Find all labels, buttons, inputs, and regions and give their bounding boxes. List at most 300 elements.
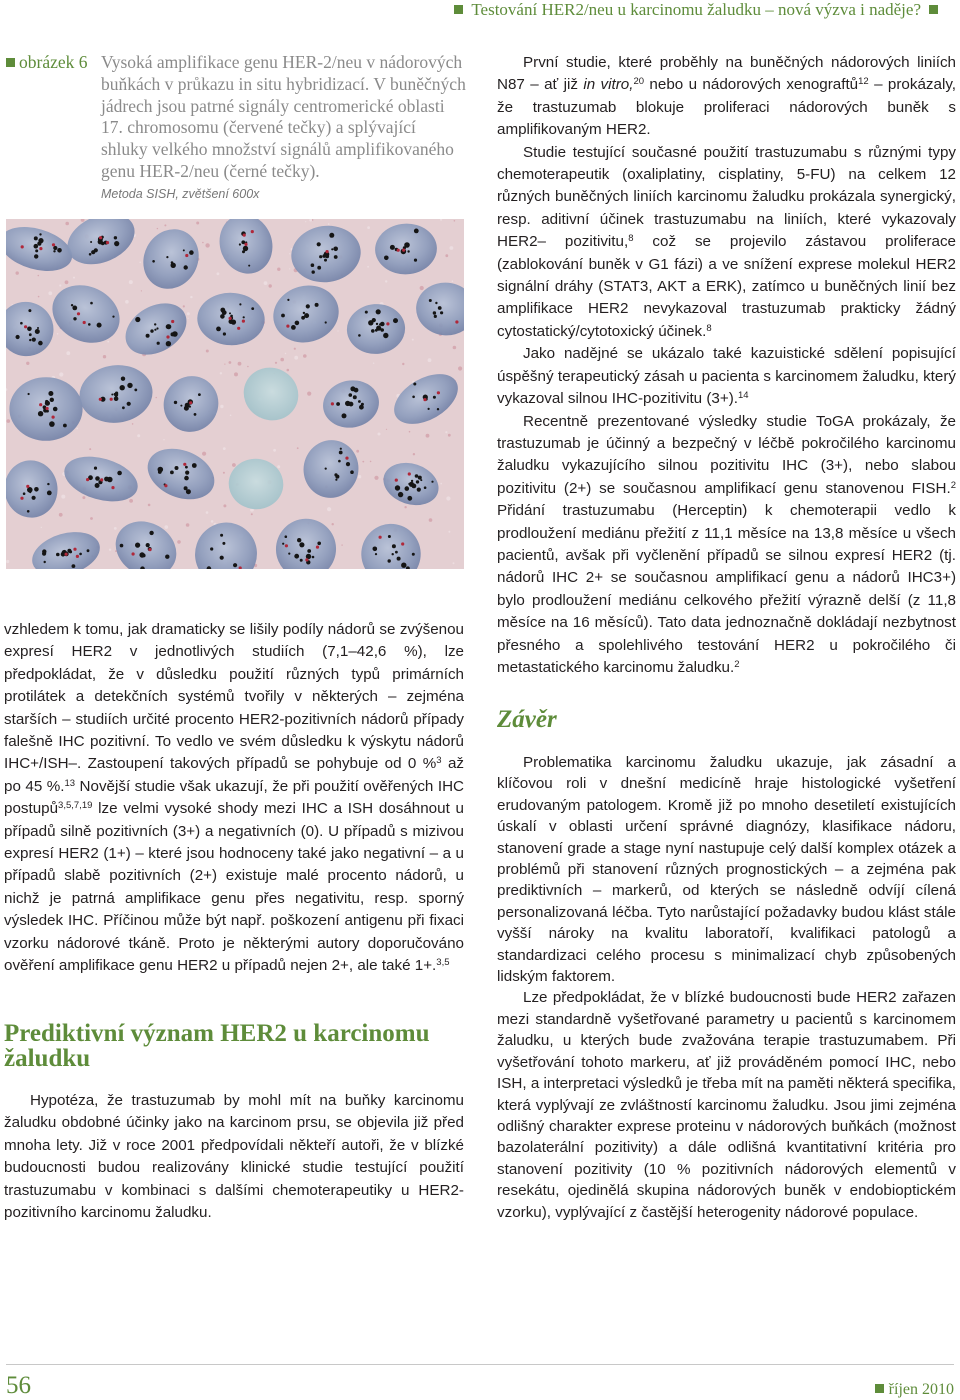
her2-signal-dot bbox=[358, 334, 361, 337]
her2-signal-dot bbox=[384, 256, 389, 261]
tissue-speck bbox=[109, 549, 111, 551]
her2-signal-dot bbox=[94, 467, 97, 470]
her2-signal-dot bbox=[287, 299, 289, 301]
her2-signal-dot bbox=[28, 309, 31, 312]
centromere-signal-dot bbox=[99, 236, 102, 239]
tissue-speck bbox=[337, 330, 338, 331]
her2-signal-dot bbox=[165, 555, 169, 559]
her2-signal-dot bbox=[223, 332, 226, 335]
her2-signal-dot bbox=[180, 405, 182, 407]
her2-signal-dot bbox=[416, 480, 419, 483]
centromere-signal-dot bbox=[408, 472, 411, 475]
her2-signal-dot bbox=[407, 496, 412, 501]
tissue-speck bbox=[303, 354, 307, 358]
tissue-speck bbox=[332, 523, 334, 525]
tissue-speck bbox=[82, 496, 85, 499]
her2-signal-dot bbox=[156, 327, 158, 329]
tissue-speck bbox=[448, 531, 450, 533]
her2-signal-dot bbox=[393, 318, 398, 323]
her2-signal-dot bbox=[48, 391, 53, 396]
tissue-speck bbox=[217, 272, 220, 275]
centromere-signal-dot bbox=[285, 544, 288, 547]
centromere-signal-dot bbox=[189, 401, 192, 404]
tissue-speck bbox=[229, 361, 232, 364]
tissue-speck bbox=[139, 262, 141, 264]
tissue-speck bbox=[446, 496, 450, 500]
tissue-speck bbox=[247, 366, 249, 368]
tissue-speck bbox=[386, 429, 387, 430]
her2-signal-dot bbox=[405, 486, 410, 491]
her2-signal-dot bbox=[114, 236, 117, 239]
her2-signal-dot bbox=[412, 396, 415, 399]
her2-signal-dot bbox=[383, 333, 388, 338]
tissue-speck bbox=[294, 348, 296, 350]
tissue-speck bbox=[59, 372, 63, 376]
her2-signal-dot bbox=[334, 255, 338, 259]
centromere-signal-dot bbox=[286, 325, 289, 328]
tissue-speck bbox=[230, 415, 232, 417]
her2-signal-dot bbox=[311, 263, 315, 267]
her2-signal-dot bbox=[299, 542, 304, 547]
centromere-signal-dot bbox=[305, 558, 308, 561]
her2-signal-dot bbox=[376, 309, 381, 314]
her2-signal-dot bbox=[135, 317, 140, 322]
tissue-speck bbox=[458, 366, 462, 370]
tissue-speck bbox=[289, 253, 290, 254]
tissue-speck bbox=[385, 280, 387, 282]
tissue-speck bbox=[251, 513, 253, 515]
tissue-speck bbox=[90, 517, 93, 520]
tissue-speck bbox=[38, 275, 40, 277]
her2-signal-dot bbox=[185, 466, 188, 469]
her2-signal-dot bbox=[32, 496, 36, 500]
her2-signal-dot bbox=[97, 323, 102, 328]
tissue-speck bbox=[141, 290, 142, 291]
her2-signal-dot bbox=[29, 491, 31, 493]
her2-signal-dot bbox=[222, 542, 225, 545]
her2-signal-dot bbox=[358, 400, 361, 403]
her2-signal-dot bbox=[324, 259, 327, 262]
running-header-title: Testování HER2/neu u karcinomu žaludku – nová výzva i naděje? bbox=[471, 0, 921, 19]
her2-signal-dot bbox=[189, 250, 194, 255]
right-paragraph-6: Lze předpokládat, že v blízké budoucnosti bude HER2 zařazen mezi standardně vyšetřované parametry u pacientů s karcinomem žaludku, u kterých bude zvažována terapie trastuzumabem. Při vyšetřování tohoto markeru, ať již prováděném pomocí IHC, nebo ISH, a interpretaci výsledků je třeba mít na paměti některá specifika, která vyplývají ze zvláštností karcinomu žaludku. Jsou jimi zejména odlišný charakter exprese proteinu v nádorových buňkách (možnost bazolaterální pozitivity) a dále odlišná kvantitativní kritéria pro stanovení pozitivity (10 % pozitivních nádorových elementů v resekátu, ojedinělá skupina nádorových buněk v endobioptickém vzorku), vyplývající z častější heterogenity nádorové populace. bbox=[497, 989, 956, 1221]
centromere-signal-dot bbox=[39, 247, 42, 250]
her2-signal-dot bbox=[146, 543, 150, 547]
her2-signal-dot bbox=[390, 245, 395, 250]
her2-signal-dot bbox=[120, 385, 125, 390]
her2-signal-dot bbox=[20, 322, 23, 325]
her2-signal-dot bbox=[56, 553, 60, 557]
tissue-speck bbox=[188, 318, 189, 319]
tissue-speck bbox=[26, 362, 29, 365]
her2-signal-dot bbox=[192, 463, 197, 468]
her2-signal-dot bbox=[424, 486, 427, 489]
her2-signal-dot bbox=[433, 396, 436, 399]
her2-signal-dot bbox=[171, 263, 176, 268]
centromere-signal-dot bbox=[83, 321, 86, 324]
tissue-speck bbox=[445, 431, 447, 433]
her2-signal-dot bbox=[175, 466, 179, 470]
her2-signal-dot bbox=[94, 248, 98, 252]
her2-signal-dot bbox=[408, 483, 410, 485]
her2-signal-dot bbox=[28, 393, 30, 395]
tissue-speck bbox=[413, 453, 415, 455]
tissue-speck bbox=[404, 506, 406, 508]
tissue-speck bbox=[305, 221, 306, 222]
page-number: 56 bbox=[6, 1372, 31, 1399]
her2-signal-dot bbox=[350, 470, 354, 474]
her2-signal-dot bbox=[114, 241, 119, 246]
her2-signal-dot bbox=[154, 329, 156, 331]
centromere-signal-dot bbox=[243, 234, 246, 237]
tissue-speck bbox=[370, 461, 372, 463]
tissue-speck bbox=[202, 242, 204, 244]
tissue-speck bbox=[16, 271, 19, 274]
tissue-speck bbox=[38, 296, 40, 298]
tissue-speck bbox=[137, 434, 140, 437]
tissue-speck bbox=[440, 483, 442, 485]
her2-signal-dot bbox=[229, 319, 234, 324]
centromere-signal-dot bbox=[73, 548, 76, 551]
her2-signal-dot bbox=[375, 329, 378, 332]
her2-signal-dot bbox=[281, 314, 285, 318]
her2-signal-dot bbox=[23, 492, 26, 495]
centromere-signal-dot bbox=[99, 398, 102, 401]
tissue-speck bbox=[61, 495, 65, 499]
her2-signal-dot bbox=[27, 327, 32, 332]
tissue-speck bbox=[428, 358, 432, 362]
tissue-speck bbox=[367, 226, 370, 229]
tissue-speck bbox=[206, 350, 209, 353]
her2-signal-dot bbox=[53, 246, 57, 250]
her2-signal-dot bbox=[63, 424, 67, 428]
her2-signal-dot bbox=[437, 408, 439, 410]
her2-signal-dot bbox=[435, 302, 437, 304]
her2-signal-dot bbox=[401, 563, 406, 568]
her2-signal-dot bbox=[404, 242, 410, 248]
heading-zaver: Závěr bbox=[497, 706, 557, 733]
tissue-speck bbox=[356, 450, 359, 453]
her2-signal-dot bbox=[297, 538, 301, 542]
centromere-signal-dot bbox=[386, 322, 389, 325]
her2-signal-dot bbox=[242, 250, 245, 253]
her2-signal-dot bbox=[395, 485, 400, 490]
tissue-speck bbox=[277, 268, 280, 271]
tissue-speck bbox=[206, 511, 209, 514]
her2-signal-dot bbox=[174, 401, 177, 404]
her2-signal-dot bbox=[376, 323, 378, 325]
tissue-speck bbox=[454, 220, 456, 222]
her2-signal-dot bbox=[380, 322, 385, 327]
her2-signal-dot bbox=[34, 487, 39, 492]
her2-signal-dot bbox=[47, 483, 49, 485]
her2-signal-dot bbox=[303, 312, 305, 314]
tissue-speck bbox=[177, 540, 181, 544]
her2-signal-dot bbox=[29, 333, 32, 336]
her2-signal-dot bbox=[428, 408, 430, 410]
her2-signal-dot bbox=[184, 265, 188, 269]
centromere-signal-dot bbox=[166, 335, 169, 338]
tissue-speck bbox=[66, 351, 70, 355]
tissue-speck bbox=[211, 520, 214, 523]
centromere-signal-dot bbox=[402, 249, 405, 252]
centromere-signal-dot bbox=[65, 553, 68, 556]
tissue-speck bbox=[285, 353, 286, 354]
tissue-speck bbox=[165, 525, 169, 529]
her2-signal-dot bbox=[149, 531, 153, 535]
her2-signal-dot bbox=[288, 553, 290, 555]
her2-signal-dot bbox=[291, 325, 296, 330]
her2-signal-dot bbox=[185, 471, 189, 475]
centromere-signal-dot bbox=[52, 416, 55, 419]
tissue-speck bbox=[129, 499, 133, 503]
tissue-speck bbox=[129, 280, 133, 284]
her2-signal-dot bbox=[210, 547, 213, 550]
tissue-speck bbox=[445, 254, 448, 257]
tissue-speck bbox=[327, 507, 331, 511]
tissue-speck bbox=[277, 465, 280, 468]
her2-signal-dot bbox=[47, 491, 52, 496]
running-header bbox=[446, 0, 946, 20]
her2-signal-dot bbox=[45, 401, 50, 406]
her2-signal-dot bbox=[150, 329, 153, 332]
her2-signal-dot bbox=[88, 323, 91, 326]
tissue-speck bbox=[429, 518, 433, 522]
her2-signal-dot bbox=[398, 492, 403, 497]
centromere-signal-dot bbox=[401, 542, 404, 545]
centromere-signal-dot bbox=[20, 497, 23, 500]
tissue-speck bbox=[6, 560, 9, 563]
tissue-speck bbox=[205, 243, 209, 247]
her2-signal-dot bbox=[315, 303, 319, 307]
figure-method: Metoda SISH, zvětšení 600x bbox=[101, 186, 260, 201]
tissue-speck bbox=[453, 346, 457, 350]
her2-signal-dot bbox=[117, 471, 122, 476]
centromere-signal-dot bbox=[164, 484, 167, 487]
her2-signal-dot bbox=[412, 484, 417, 489]
left-paragraph-1: vzhledem k tomu, jak dramaticky se lišily podíly nádorů se zvýšenou expresí HER2 v jednotlivých studiích (7,1–42,6 %), lze předpokládat, že v důsledku použití různých typů primárních protilátek a detekčních systémů tvořily v některých – zejména starších – studiích určité procento HER2-pozitivních nádorů případy falešně IHC pozitivní. To vedlo ve svém důsledku k výskytu nádorů IHC+/ISH–. Zastoupení takových případů se pohybuje od 0 %$^3$ až po 45 %.$^{13}$ Novější studie však ukazují, že při použití ověřených IHC postupů$^{3,5,7,19}$ lze velmi vysoké shody mezi IHC a ISH dosáhnout u případů silně pozitivních (3+) a negativních (0). U případů s mizivou expresí HER2 (1+) – které jsou hodnoceny také jako negativní – a u případů slabě pozitivních (2+) existuje malé procento nádorů, u nichž je patrná amplifikace genu přes negativitu, resp. sporný výsledek IHC. Příčinou může být např. poškození antigenu při fixaci vzorku nádorové tkáně. Proto je některými autory doporučováno ověření amplifikace genu HER2 u případů nejen 2+, ale také 1+.$^{3,5}$ bbox=[4, 621, 465, 975]
centromere-signal-dot bbox=[316, 546, 319, 549]
her2-signal-dot bbox=[414, 259, 417, 262]
her2-signal-dot bbox=[349, 393, 353, 397]
her2-signal-dot bbox=[142, 554, 146, 558]
centromere-signal-dot bbox=[397, 249, 400, 252]
centromere-signal-dot bbox=[76, 555, 79, 558]
her2-signal-dot bbox=[395, 551, 398, 554]
her2-signal-dot bbox=[295, 321, 300, 326]
her2-signal-dot bbox=[134, 389, 137, 392]
micrograph-image bbox=[6, 219, 464, 569]
centromere-signal-dot bbox=[455, 320, 458, 323]
her2-signal-dot bbox=[166, 256, 168, 258]
tissue-speck bbox=[114, 527, 117, 530]
tissue-speck bbox=[65, 222, 69, 226]
tissue-speck bbox=[163, 439, 164, 440]
tissue-speck bbox=[89, 448, 91, 450]
centromere-signal-dot bbox=[171, 320, 174, 323]
tissue-speck bbox=[409, 431, 411, 433]
her2-signal-dot bbox=[29, 339, 31, 341]
centromere-signal-dot bbox=[183, 463, 186, 466]
right-paragraph-4: Recentně prezentované výsledky studie ToGA prokázaly, že trastuzumab je účinný a bezpečný v léčbě pokročilého karcinomu žaludku vykazujícího silnou pozitivitu IHC (3+), nebo slabou pozitivitu (2+) se současnou amplifikací genu stanovenou FISH.$^2$ Přidání trastuzumabu (Herceptin) k chemoterapii vedlo k prodloužení mediánu přežití z 11,1 měsíce na 13,8 měsíce u všech pacientů, avšak při vyčlenění případů se silnou expresí HER2 (tj. nádorů IHC 2+ se současnou amplifikací genu a nádorů IHC3+) bylo prodloužení mediánu celkového přežití výrazně delší (z 11,8 měsíce na 16 měsíců). Tato data jednoznačně dokládají nezbytnost přesného a spolehlivého testování HER2 u pokročilého či metastatického karcinomu žaludku.$^2$ bbox=[497, 412, 956, 676]
tissue-speck bbox=[362, 461, 364, 463]
tissue-speck bbox=[232, 463, 236, 467]
her2-signal-dot bbox=[170, 471, 174, 475]
her2-signal-dot bbox=[135, 543, 140, 548]
her2-signal-dot bbox=[251, 307, 254, 310]
right-column-lower bbox=[497, 752, 956, 1223]
her2-signal-dot bbox=[415, 474, 419, 478]
figure-caption-text: Vysoká amplifikace genu HER-2/neu v nádorových buňkách v průkazu in situ hybridizací. V buněčných jádrech jsou patrné signály centromerické oblasti 17. chromosomu (červené tečky) a splývající shluky velkého množství signálů amplifikovaného genu HER-2/neu (černé tečky). bbox=[101, 52, 466, 181]
her2-signal-dot bbox=[146, 334, 150, 338]
tissue-speck bbox=[287, 369, 290, 372]
her2-signal-dot bbox=[300, 559, 303, 562]
her2-signal-dot bbox=[95, 483, 100, 488]
tissue-speck bbox=[238, 362, 242, 366]
her2-signal-dot bbox=[340, 448, 342, 450]
her2-signal-dot bbox=[417, 488, 421, 492]
her2-signal-dot bbox=[37, 327, 39, 329]
her2-signal-dot bbox=[127, 402, 131, 406]
her2-signal-dot bbox=[375, 553, 377, 555]
tissue-speck bbox=[297, 447, 299, 449]
her2-signal-dot bbox=[79, 553, 82, 556]
her2-signal-dot bbox=[183, 249, 185, 251]
tissue-speck bbox=[223, 504, 226, 507]
tissue-speck bbox=[224, 364, 225, 365]
left-column bbox=[4, 619, 464, 978]
her2-signal-dot bbox=[186, 489, 191, 494]
tissue-speck bbox=[452, 280, 454, 282]
her2-signal-dot bbox=[373, 547, 378, 552]
tissue-speck bbox=[234, 372, 238, 376]
tissue-speck bbox=[341, 544, 342, 545]
her2-signal-dot bbox=[154, 323, 156, 325]
tissue-speck bbox=[426, 434, 430, 438]
centromere-signal-dot bbox=[24, 325, 27, 328]
tissue-speck bbox=[59, 284, 61, 286]
tissue-speck bbox=[59, 513, 63, 517]
her2-signal-dot bbox=[72, 564, 76, 568]
tissue-speck bbox=[289, 268, 290, 269]
her2-signal-dot bbox=[101, 242, 105, 246]
tissue-speck bbox=[156, 397, 157, 398]
tissue-speck bbox=[223, 472, 225, 474]
her2-signal-dot bbox=[158, 470, 162, 474]
her2-signal-dot bbox=[329, 233, 334, 238]
her2-signal-dot bbox=[194, 413, 197, 416]
tissue-speck bbox=[275, 362, 277, 364]
her2-signal-dot bbox=[434, 315, 437, 318]
tissue-speck bbox=[280, 358, 284, 362]
her2-signal-dot bbox=[239, 243, 241, 245]
tissue-speck bbox=[402, 363, 404, 365]
her2-signal-dot bbox=[335, 479, 337, 481]
footer-date: říjen 2010 bbox=[875, 1381, 954, 1399]
centromere-signal-dot bbox=[77, 312, 80, 315]
centromere-signal-dot bbox=[326, 250, 329, 253]
tissue-speck bbox=[412, 339, 414, 341]
her2-signal-dot bbox=[365, 311, 368, 314]
her2-signal-dot bbox=[198, 393, 201, 396]
tissue-speck bbox=[202, 452, 206, 456]
tissue-speck bbox=[294, 356, 298, 360]
her2-signal-dot bbox=[34, 244, 39, 249]
her2-signal-dot bbox=[413, 383, 416, 386]
tissue-speck bbox=[48, 291, 52, 295]
her2-signal-dot bbox=[34, 254, 38, 258]
her2-signal-dot bbox=[216, 327, 221, 332]
tissue-speck bbox=[450, 246, 454, 250]
centromere-signal-dot bbox=[251, 230, 254, 233]
right-paragraph-3: Jako nadějné se ukázalo také kazuistické sdělení popisující úspěšný terapeutický zásah u pacienta s karcinomem žaludku, který vykazoval silnou IHC-pozitivitu (3+).$^{14}$ bbox=[497, 345, 956, 408]
her2-signal-dot bbox=[38, 341, 43, 346]
her2-signal-dot bbox=[53, 407, 58, 412]
her2-signal-dot bbox=[50, 398, 54, 402]
her2-signal-dot bbox=[348, 403, 351, 406]
centromere-signal-dot bbox=[331, 402, 334, 405]
tissue-speck bbox=[73, 277, 75, 279]
her2-signal-dot bbox=[38, 411, 43, 416]
her2-signal-dot bbox=[312, 556, 315, 559]
her2-signal-dot bbox=[325, 255, 329, 259]
figure-caption bbox=[6, 52, 466, 206]
her2-signal-dot bbox=[331, 248, 333, 250]
her2-signal-dot bbox=[361, 403, 364, 406]
bullet-square-icon bbox=[454, 5, 463, 14]
her2-signal-dot bbox=[229, 312, 231, 314]
her2-signal-dot bbox=[152, 260, 155, 263]
her2-signal-dot bbox=[184, 476, 189, 481]
her2-signal-dot bbox=[220, 534, 223, 537]
her2-signal-dot bbox=[166, 341, 171, 346]
tissue-speck bbox=[264, 281, 268, 285]
her2-signal-dot bbox=[433, 311, 436, 314]
centromere-signal-dot bbox=[26, 485, 29, 488]
centromere-signal-dot bbox=[423, 398, 426, 401]
her2-signal-dot bbox=[71, 304, 73, 306]
her2-signal-dot bbox=[392, 553, 394, 555]
tissue-speck bbox=[7, 419, 11, 423]
her2-signal-dot bbox=[319, 255, 322, 258]
right-paragraph-2: Studie testující současné použití trastuzumabu s různými typy chemoterapeutik (oxaliplatiny, cisplatiny, 5-FU) na celkem 12 různých buněčných liniích karcinomu žaludku prokázala synergický, resp. aditivní účinek trastuzumabu na liniích, které vykazovaly HER2– pozitivitu,$^8$ což se projevilo zástavou proliferace (zablokování buněk v G1 fázi) a ve snížení exprese molekul HER2 signální dráhy (STAT3, AKT a ERK), zatímco u buněčných linií bez amplifikace HER2 nevykazoval trastuzumab prakticky žádný cytostatický/cytotoxický účinek.$^8$ bbox=[497, 143, 956, 340]
her2-signal-dot bbox=[388, 559, 391, 562]
bullet-square-icon bbox=[875, 1384, 884, 1393]
centromere-signal-dot bbox=[148, 548, 151, 551]
her2-signal-dot bbox=[90, 241, 92, 243]
her2-signal-dot bbox=[34, 236, 38, 240]
her2-signal-dot bbox=[301, 316, 305, 320]
tissue-speck bbox=[186, 523, 190, 527]
her2-signal-dot bbox=[16, 335, 20, 339]
tissue-speck bbox=[41, 527, 42, 528]
her2-signal-dot bbox=[407, 250, 409, 252]
her2-signal-dot bbox=[339, 451, 343, 455]
left-column-lower bbox=[4, 1090, 464, 1224]
her2-signal-dot bbox=[114, 393, 118, 397]
her2-signal-dot bbox=[49, 421, 55, 427]
bullet-square-icon bbox=[6, 58, 15, 67]
tissue-speck bbox=[378, 433, 381, 436]
tissue-speck bbox=[190, 296, 192, 298]
her2-signal-dot bbox=[95, 476, 100, 481]
right-paragraph-5: Problematika karcinomu žaludku ukazuje, jak zásadní a klíčovou roli v dnešní medicíně hraje histologické vyšetření erudovaným patologem. Kromě již po mnoho desetiletí existujících úskalí v oblasti určení správné diagnózy, klasifikace nádoru, stanovení grade a stage nyní nastupuje celý další komplex otázek a problémů při stanovení různých prognostických – a zejména pak prediktivních – markerů, od kterých se následně odvíjí cílená personalizovaná léčba. Tyto narůstající požadavky budou klást stále vyšší nároky na kvalitu laboratoří, kvalifikaci patologů a standardizaci celého procesu s minimalizací chyb způsobených lidským faktorem. bbox=[497, 754, 956, 986]
tissue-speck bbox=[269, 284, 272, 287]
her2-signal-dot bbox=[438, 306, 442, 310]
centromere-signal-dot bbox=[52, 243, 55, 246]
her2-signal-dot bbox=[354, 388, 359, 393]
centromere-signal-dot bbox=[106, 241, 109, 244]
